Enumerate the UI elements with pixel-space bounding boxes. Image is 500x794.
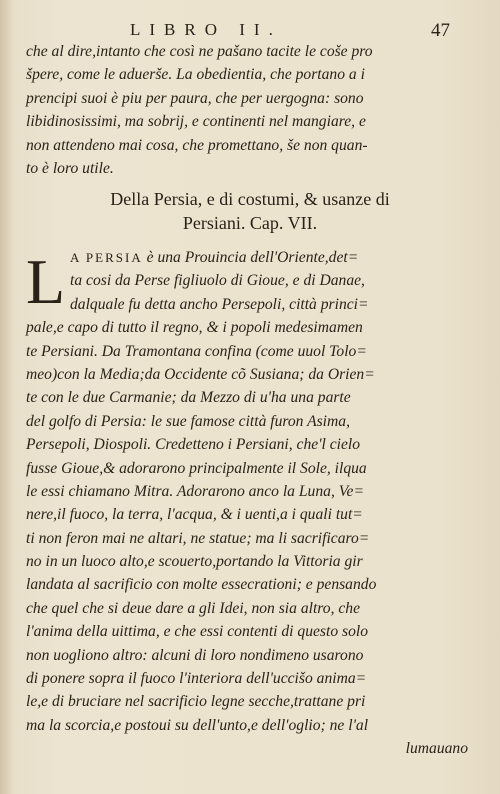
chapter-heading	[26, 187, 474, 235]
text-line: di ponere sopra il fuoco l'interiora dell'uccišo anima=	[26, 670, 367, 688]
text-line: non uogliono altro: alcuni di loro nondimeno usarono	[26, 646, 364, 664]
text-line: dalquale fu detta ancho Persepoli, città princi=	[70, 295, 369, 313]
text-line: te Persiani. Da Tramontana confina (come uuol Tolo=	[26, 342, 367, 360]
text-line: te con le due Carmanie; da Mezzo di u'ha una parte	[26, 389, 351, 407]
text-line: špere, come le aduerše. La obedientia, che portano a i	[26, 66, 365, 84]
text-line: pale,e capo di tutto il regno, & i popoli medesimamen	[26, 319, 363, 337]
text-line: nere,il fuoco, la terra, l'acqua, & i uenti,a i quali tut=	[26, 506, 363, 524]
chapter-heading-line-2: Persiani. Cap. VII.	[182, 213, 318, 233]
text-line: che quel che si deue dare a gli Idei, non sia altro, che	[26, 599, 361, 617]
text-line: landata al sacrificio con molte essecrationi; e pensando	[26, 576, 377, 594]
text-line: ma la scorcia,e postoui su dell'unto,e dell'oglio; ne l'al	[26, 716, 369, 734]
text-line: ti non feron mai ne altari, ne statue; ma li sacrificaro=	[26, 529, 370, 547]
top-paragraph	[26, 40, 474, 180]
text-line: prencipi suoi è piu per paura, che per uergogna: sono	[26, 89, 364, 107]
text-line: no in un luoco alto,e scouerto,portando la Vittoria gir	[26, 553, 363, 571]
text-line: Persepoli, Diospoli. Credetteno i Persiani, che'l cielo	[26, 436, 361, 454]
text-line: fusse Gioue,& adorarono principalmente il Sole, ilqua	[26, 459, 367, 477]
text-line: meo)con la Media;da Occidente cõ Susiana; da Orien=	[26, 365, 375, 383]
text-line-first	[26, 246, 474, 269]
text-line: ta cosi da Perse figliuolo di Gioue, e di Danae,	[70, 272, 365, 290]
text-line: l'anima della uittima, e che essi contenti di questo solo	[26, 623, 369, 641]
text-line: non attendeno mai cosa, che promettano, še non quan-	[26, 136, 368, 154]
page-number: 47	[431, 20, 450, 41]
opening-smallcaps: A PERSIA	[70, 250, 143, 265]
chapter-heading-line-1: Della Persia, e di costumi, & usanze di	[110, 189, 390, 209]
text-line: libidinosissimi, ma sobrij, e continenti nel mangiare, e	[26, 113, 366, 131]
text-line: le essi chiamano Mitra. Adorarono anco la Luna, Ve=	[26, 482, 364, 500]
catchword: lumauano	[405, 740, 468, 758]
first-line-text: è una Prouincia dell'Oriente,det=	[146, 249, 359, 266]
drop-cap-letter: L	[26, 246, 66, 317]
text-line: che al dire,intanto che così ne pašano tacite le coše pro	[26, 43, 373, 60]
running-title: LIBRO II.	[130, 20, 282, 39]
text-line: to è loro utile.	[26, 159, 114, 177]
text-line: del golfo di Persia: le sue famose città furon Asima,	[26, 412, 350, 430]
body-paragraph	[26, 246, 474, 761]
text-line: le,e di bruciare nel sacrificio legne secche,trattane pri	[26, 693, 366, 711]
